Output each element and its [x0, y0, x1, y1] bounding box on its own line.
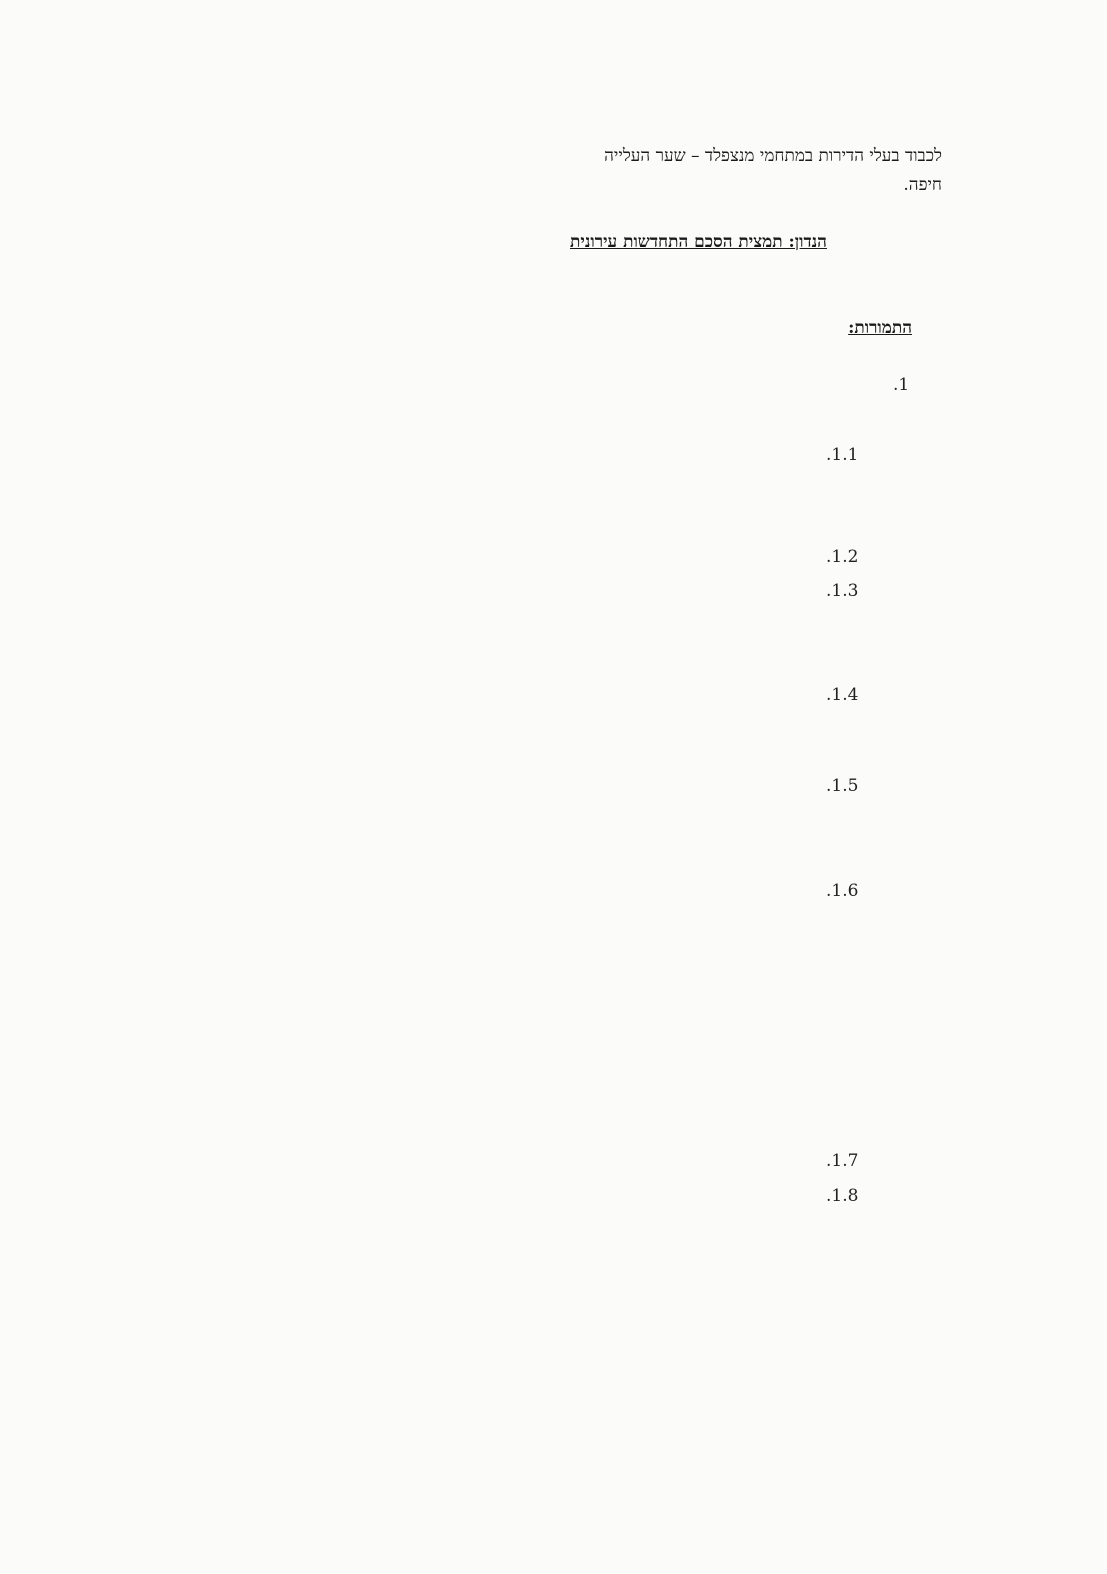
addressee-line-1: לכבוד בעלי הדירות במתחמי מנצפלד – שער העלייה	[604, 146, 942, 166]
item-number: .1.1	[826, 445, 859, 465]
item-number: .1.6	[826, 881, 859, 901]
section-heading: התמורות:	[848, 318, 912, 338]
item-number: .1.3	[826, 581, 859, 601]
item-number: .1.7	[826, 1151, 859, 1171]
addressee-line-2: חיפה.	[903, 175, 942, 195]
item-number: .1.8	[826, 1186, 859, 1206]
subject-text: הנדון: תמצית הסכם התחדשות עירונית	[570, 232, 827, 252]
item-number: .1	[893, 375, 910, 395]
item-number: .1.5	[826, 776, 859, 796]
item-number: .1.4	[826, 685, 859, 705]
subject-line	[0, 232, 1107, 252]
item-number: .1.2	[826, 547, 859, 567]
addressee-block	[242, 142, 942, 200]
